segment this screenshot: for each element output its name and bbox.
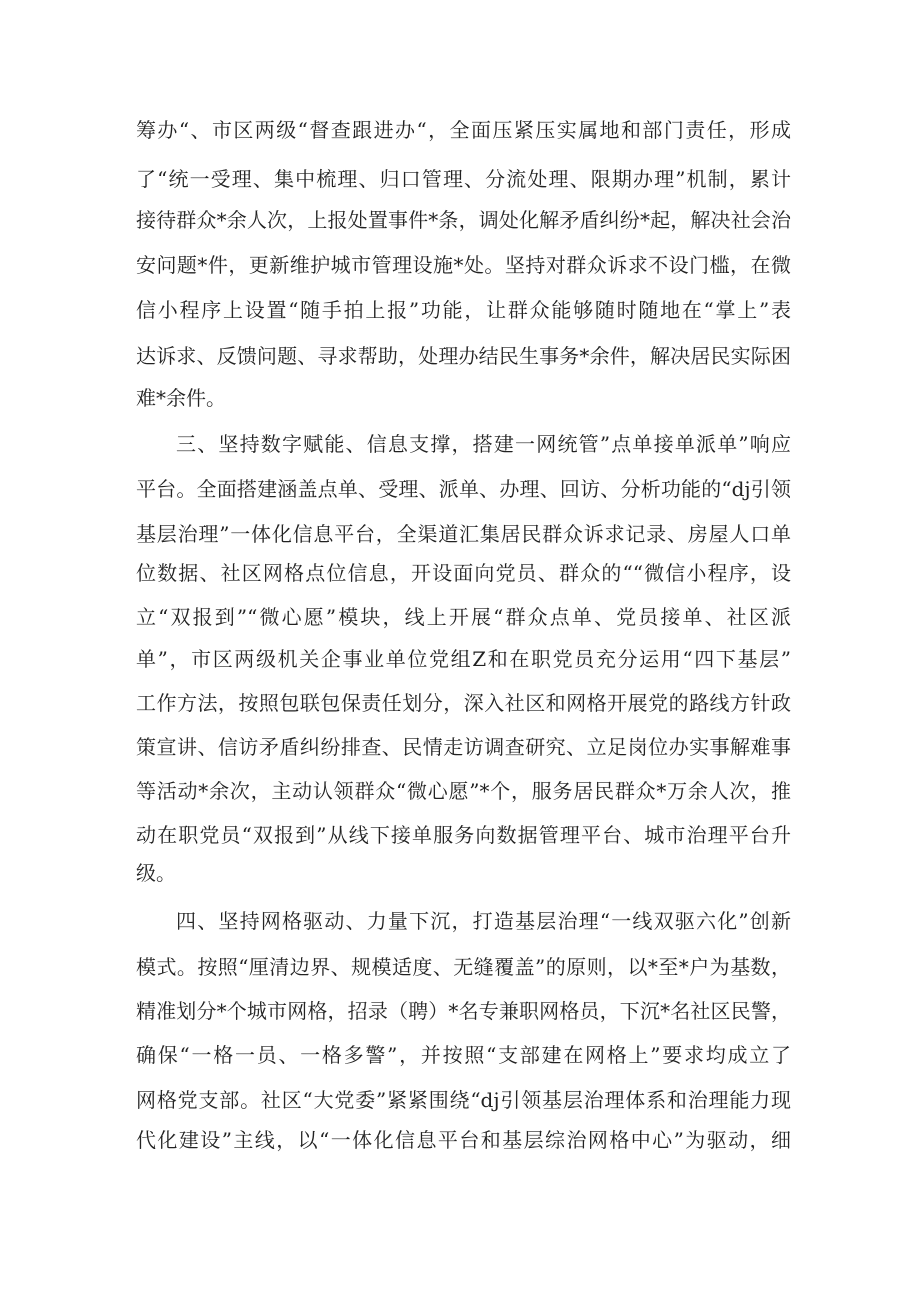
text-line: 接待群众*余人次，上报处置事件*条，调处化解矛盾纠纷*起，解决社会治 [136,208,791,232]
text-line: 代化建设”主线，以“一体化信息平台和基层综治网格中心”为驱动，细 [136,1128,791,1152]
text-line: 精准划分*个城市网格，招录（聘）*名专兼职网格员，下沉*名社区民警， [136,999,791,1023]
section-heading-line: 三、坚持数字赋能、信息支撑，搭建一网统管”点单接单派单”响应 [176,432,791,456]
text-line: 动在职党员“双报到”从线下接单服务向数据管理平台、城市治理平台升 [136,823,791,847]
text-line: 基层治理”一体化信息平台，全渠道汇集居民群众诉求记录、房屋人口单 [136,522,791,546]
text-line: 等活动*余次，主动认领群众“微心愿”*个，服务居民群众*万余人次，推 [136,779,791,803]
text-line: 筹办“、市区两级“督查跟进办“，全面压紧压实属地和部门责任，形成 [136,118,791,142]
text-line: 立“双报到”“微心愿”模块，线上开展“群众点单、党员接单、社区派 [136,605,791,629]
text-line: 了“统一受理、集中梳理、归口管理、分流处理、限期办理”机制，累计 [136,167,791,191]
text-line: 策宣讲、信访矛盾纠纷排查、民情走访调查研究、立足岗位办实事解难事 [136,735,791,759]
text-line: 安问题*件，更新维护城市管理设施*处。坚持对群众诉求不设门槛，在微 [136,253,791,277]
text-line: 工作方法，按照包联包保责任划分，深入社区和网格开展党的路线方针政 [136,691,791,715]
text-line: 难*余件。 [136,386,226,410]
text-line: 信小程序上设置“随手拍上报”功能，让群众能够随时随地在“掌上”表 [136,298,791,322]
text-line: 级。 [136,861,176,885]
section-heading-line: 四、坚持网格驱动、力量下沉，打造基层治理“一线双驱六化”创新 [176,909,791,933]
text-line: 位数据、社区网格点位信息，开设面向党员、群众的““微信小程序，设 [136,561,791,585]
text-line: 网格党支部。社区“大党委”紧紧围绕“dj引领基层治理体系和治理能力现 [136,1088,791,1112]
text-line: 单”，市区两级机关企事业单位党组Z和在职党员充分运用“四下基层” [136,647,791,671]
text-line: 模式。按照“厘清边界、规模适度、无缝覆盖”的原则，以*至*户为基数， [136,955,791,979]
text-line: 平台。全面搭建涵盖点单、受理、派单、办理、回访、分析功能的“dj引领 [136,477,791,501]
text-line: 达诉求、反馈问题、寻求帮助，处理办结民生事务*余件，解决居民实际困 [136,344,791,368]
text-line: 确保“一格一员、一格多警”，并按照“支部建在网格上”要求均成立了 [136,1043,791,1067]
